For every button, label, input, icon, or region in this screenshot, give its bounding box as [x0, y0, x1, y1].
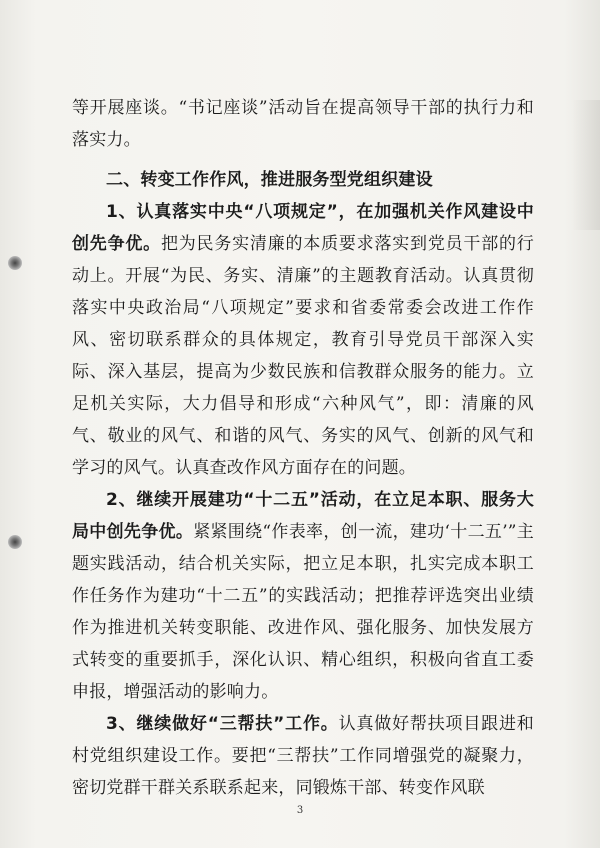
binder-hole	[8, 256, 22, 270]
paragraph-lead: 1、认真落实中央“八项规定”，在加强机关作风建设中创先争优。	[72, 202, 534, 254]
document-body	[72, 92, 534, 804]
paragraph-lead: 3、继续做好“三帮扶”工作。	[106, 714, 339, 734]
paragraph-item-1	[72, 196, 534, 484]
paragraph-item-3	[72, 708, 534, 804]
paragraph-lead: 2、继续开展建功“十二五”活动，在立足本职、服务大局中创先争优。	[72, 490, 534, 542]
paragraph-text: 认真做好帮扶项目跟进和村党组织建设工作。要把“三帮扶”工作同增强党的凝聚力，密切党群干群关系联系起来，同锻炼干部、转变作风联	[72, 714, 534, 798]
scan-shadow	[572, 100, 600, 230]
paragraph-text: 等开展座谈。“书记座谈”活动旨在提高领导干部的执行力和落实力。	[72, 98, 534, 150]
paragraph-text: 紧紧围绕“作表率，创一流，建功‘十二五’”主题实践活动，结合机关实际，把立足本职，扎实完成本职工作任务作为建功“十二五”的实践活动；把推荐评选突出业绩作为推进机关转变职能、改进作风、强化服务、加快发展方式转变的重要抓手，深化认识、精心组织，积极向省直工委申报，增强活动的影响力。	[72, 522, 534, 702]
binder-hole	[8, 535, 22, 549]
paragraph-continuation	[72, 92, 534, 156]
paragraph-text: 把为民务实清廉的本质要求落实到党员干部的行动上。开展“为民、务实、清廉”的主题教育活动。认真贯彻落实中央政治局“八项规定”要求和省委常委会改进工作作风、密切联系群众的具体规定，教育引导党员干部深入实际、深入基层，提高为少数民族和信教群众服务的能力。立足机关实际，大力倡导和形成“六种风气”，即：清廉的风气、敬业的风气、和谐的风气、务实的风气、创新的风气和学习的风气。认真查改作风方面存在的问题。	[72, 234, 535, 478]
section-heading: 二、转变工作作风，推进服务型党组织建设	[106, 170, 433, 190]
paragraph-item-2	[72, 484, 534, 708]
page-number: 3	[296, 805, 304, 816]
